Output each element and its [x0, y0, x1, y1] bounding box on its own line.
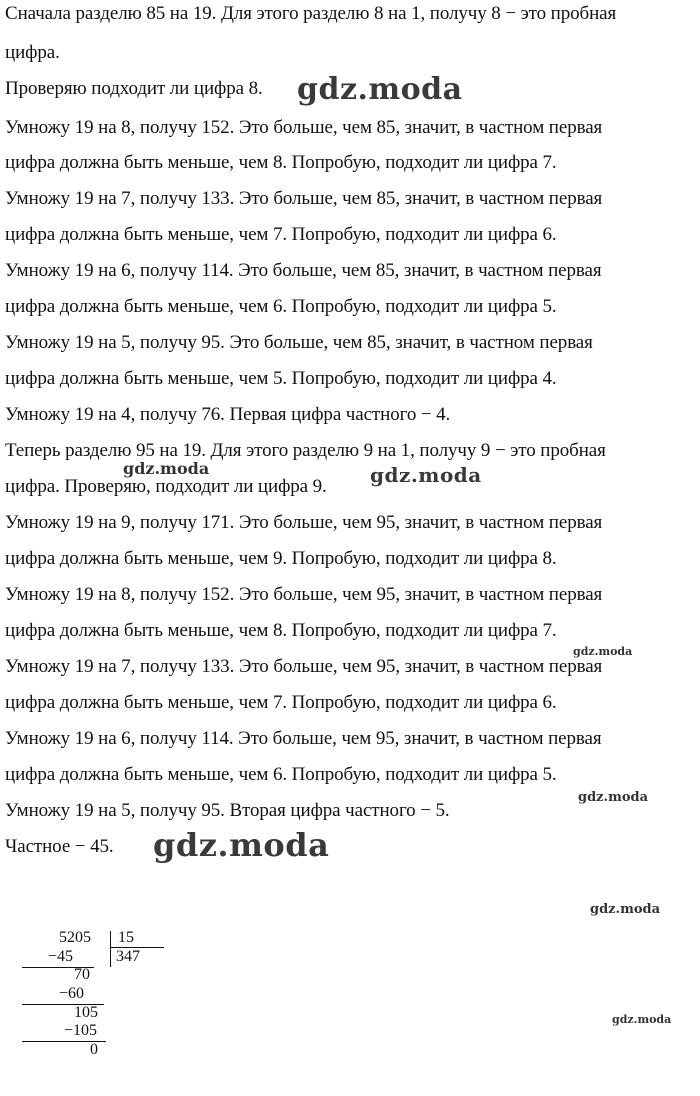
text-line: Умножу 19 на 6, получу 114. Это больше, чем 95, значит, в частном первая	[5, 728, 602, 749]
text-line: цифра должна быть меньше, чем 5. Попробую, подходит ли цифра 4.	[5, 368, 557, 389]
final-remainder: 0	[90, 1041, 98, 1058]
dividend: 5205	[59, 929, 91, 946]
watermark-logo: gdz.moda	[573, 645, 633, 658]
text-line: Умножу 19 на 5, получу 95. Это больше, чем 85, значит, в частном первая	[5, 332, 593, 353]
text-line: цифра должна быть меньше, чем 7. Попробую, подходит ли цифра 6.	[5, 692, 557, 713]
subtrahend: −60	[59, 985, 85, 1002]
text-line: Проверяю подходит ли цифра 8.	[5, 78, 263, 99]
divisor: 15	[118, 929, 134, 946]
watermark-logo: gdz.moda	[590, 902, 661, 917]
watermark-logo: gdz.moda	[578, 790, 649, 805]
text-line: цифра должна быть меньше, чем 6. Попробую, подходит ли цифра 5.	[5, 296, 557, 317]
remainder: 70	[74, 966, 90, 983]
text-line: цифра должна быть меньше, чем 6. Попробую, подходит ли цифра 5.	[5, 764, 557, 785]
watermark-logo: gdz.moda	[153, 826, 330, 864]
watermark-logo: gdz.moda	[297, 72, 463, 107]
remainder: 105	[74, 1004, 98, 1021]
text-line: Умножу 19 на 6, получу 114. Это больше, чем 85, значит, в частном первая	[5, 260, 602, 281]
text-line: Умножу 19 на 7, получу 133. Это больше, чем 85, значит, в частном первая	[5, 188, 603, 209]
text-line: Умножу 19 на 9, получу 171. Это больше, чем 95, значит, в частном первая	[5, 512, 603, 533]
text-line: Умножу 19 на 8, получу 152. Это больше, чем 95, значит, в частном первая	[5, 584, 603, 605]
text-line: цифра. Проверяю, подходит ли цифра 9.	[5, 476, 327, 497]
text-line: Умножу 19 на 5, получу 95. Вторая цифра частного − 5.	[5, 800, 450, 821]
text-line: цифра должна быть меньше, чем 8. Попробую, подходит ли цифра 7.	[5, 152, 557, 173]
subtrahend: −105	[64, 1022, 98, 1039]
text-line: Сначала разделю 85 на 19. Для этого разделю 8 на 1, получу 8 − это пробная	[5, 3, 617, 24]
text-line: Частное − 45.	[5, 836, 114, 857]
watermark-logo: gdz.moda	[123, 459, 210, 478]
text-line: Теперь разделю 95 на 19. Для этого разделю 9 на 1, получу 9 − это пробная	[5, 440, 606, 461]
text-line: Умножу 19 на 8, получу 152. Это больше, чем 85, значит, в частном первая	[5, 117, 603, 138]
text-line: цифра должна быть меньше, чем 9. Попробую, подходит ли цифра 8.	[5, 548, 557, 569]
divisor-bar	[110, 931, 111, 967]
text-line: цифра должна быть меньше, чем 8. Попробую, подходит ли цифра 7.	[5, 620, 557, 641]
text-line: Умножу 19 на 7, получу 133. Это больше, чем 95, значит, в частном первая	[5, 656, 603, 677]
watermark-logo: gdz.moda	[370, 463, 482, 487]
subtrahend: −45	[48, 948, 74, 965]
watermark-logo: gdz.moda	[612, 1013, 672, 1026]
quotient: 347	[116, 948, 140, 965]
text-line: Умножу 19 на 4, получу 76. Первая цифра частного − 4.	[5, 404, 451, 425]
text-line: цифра должна быть меньше, чем 7. Попробую, подходит ли цифра 6.	[5, 224, 557, 245]
text-line: цифра.	[5, 42, 60, 63]
